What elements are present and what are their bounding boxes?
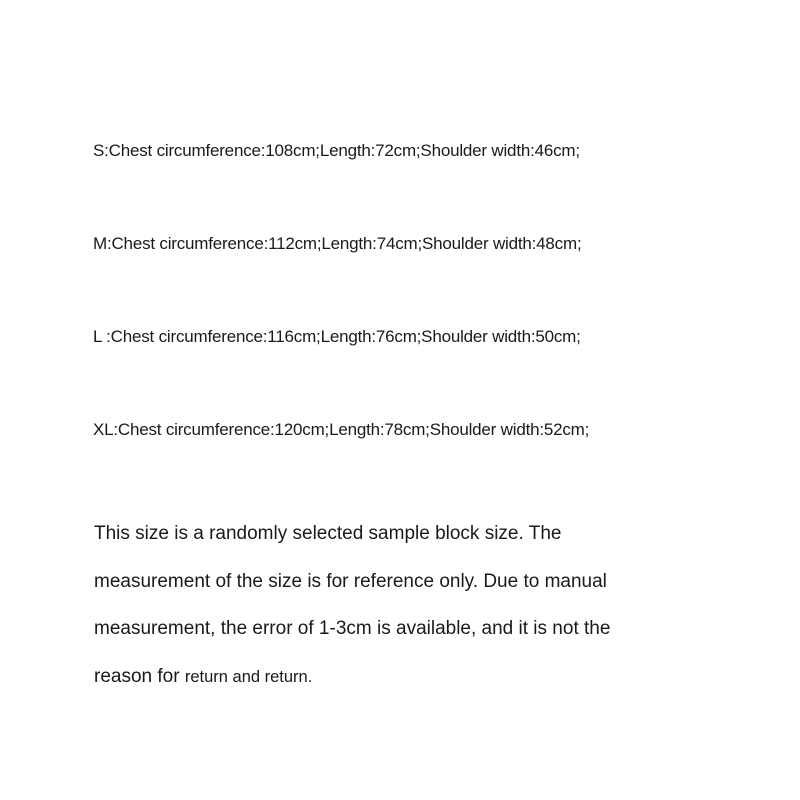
disclaimer-line-3: measurement, the error of 1-3cm is available, and it is not the bbox=[94, 618, 611, 639]
disclaimer-line-1: This size is a randomly selected sample block size. The bbox=[94, 523, 562, 544]
disclaimer-line-2: measurement of the size is for reference only. Due to manual bbox=[94, 570, 607, 592]
size-xl-line: XL:Chest circumference:120cm;Length:78cm;Shoulder width:52cm; bbox=[93, 420, 590, 439]
disclaimer-line-4-end: return and return. bbox=[184, 667, 313, 686]
size-s-line: S:Chest circumference:108cm;Length:72cm;Shoulder width:46cm; bbox=[93, 141, 580, 160]
measurement-disclaimer bbox=[94, 510, 734, 701]
disclaimer-line-4 bbox=[94, 653, 734, 702]
size-m-line: M:Chest circumference:112cm;Length:74cm;Shoulder width:48cm; bbox=[93, 234, 582, 253]
size-l-line: L :Chest circumference:116cm;Length:76cm;Shoulder width:50cm; bbox=[93, 327, 581, 346]
disclaimer-line-4-start: reason for bbox=[94, 665, 185, 687]
